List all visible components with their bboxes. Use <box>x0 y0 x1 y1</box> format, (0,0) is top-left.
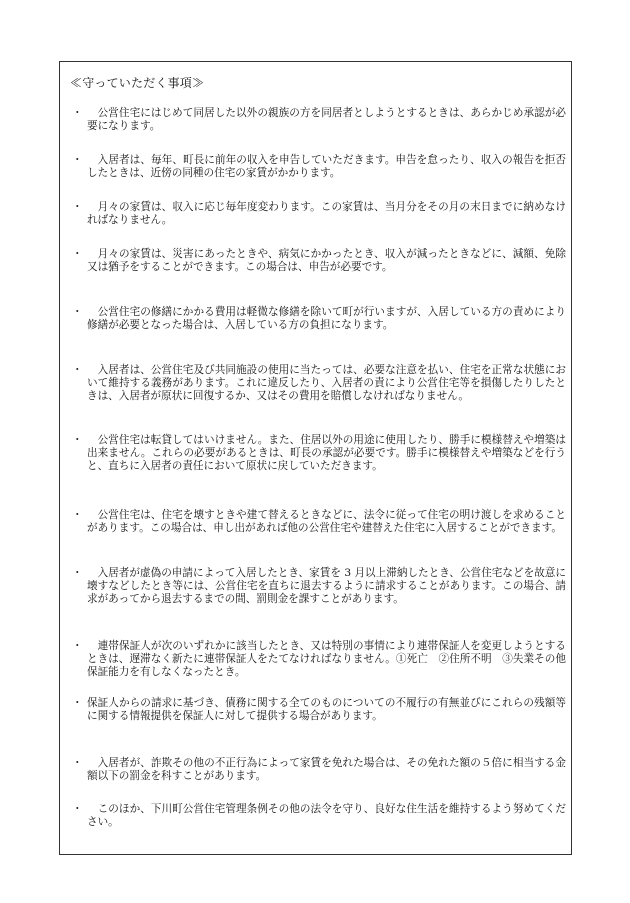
rule-item <box>72 107 566 133</box>
rule-item <box>72 697 566 723</box>
rule-text: 公営住宅にはじめて同居した以外の親族の方を同居者としようとするときは、あらかじめ承認が必要になります。 <box>87 107 566 132</box>
rule-item <box>72 248 566 274</box>
bullet-icon: ・ <box>72 509 83 521</box>
bullet-icon: ・ <box>72 640 83 652</box>
rule-item <box>72 567 566 606</box>
bullet-icon: ・ <box>72 434 83 446</box>
rule-text: 公営住宅は、住宅を壊すときや建て替えるときなどに、法令に従って住宅の明け渡しを求めることがあります。この場合は、申し出があれば他の公営住宅や建替えた住宅に入居することができます。 <box>87 509 566 534</box>
bullet-icon: ・ <box>72 757 83 769</box>
rule-text: 公営住宅は転貸してはいけません。また、住居以外の用途に使用したり、勝手に模様替えや増築は出来ません。これらの必要があるときは、町長の承認が必要です。勝手に模様替えや増築などを行うと、直ちに入居者の責任において原状に戻していただきます。 <box>87 434 566 472</box>
rule-item <box>72 306 566 332</box>
rule-item <box>72 364 566 403</box>
rule-item <box>72 434 566 473</box>
rule-text: 入居者が、詐欺その他の不正行為によって家賃を免れた場合は、その免れた額の５倍に相当する金額以下の罰金を科すことがあります。 <box>87 757 566 782</box>
rule-text: 入居者が虚偽の申請によって入居したとき、家賃を 3 月以上滞納したとき、公営住宅などを故意に壊すなどしたとき等には、公営住宅を直ちに退去するように請求することがあります。この場合、請求があってから退去するまでの間、罰則金を課すことがあります。 <box>87 567 566 605</box>
notice-heading: ≪守っていただく事項≫ <box>70 76 205 90</box>
rule-text: 入居者は、公営住宅及び共同施設の使用に当たっては、必要な注意を払い、住宅を正常な状態において維持する義務があります。これに違反したり、入居者の責により公営住宅等を損傷したりしたときは、入居者が原状に回復するか、又はその費用を賠償しなければなりません。 <box>87 364 566 402</box>
rule-text: このほか、下川町公営住宅管理条例その他の法令を守り、良好な住生活を維持するよう努めてください。 <box>87 803 566 828</box>
rule-text: 連帯保証人が次のいずれかに該当したとき、又は特別の事情により連帯保証人を変更しようとするときは、遅滞なく新たに連帯保証人をたてなければなりません。①死亡 ②住所不明 ③失業その他保証能力を有しなくなったとき。 <box>87 640 566 678</box>
bullet-icon: ・ <box>72 248 83 260</box>
rule-text: 公営住宅の修繕にかかる費用は軽微な修繕を除いて町が行いますが、入居している方の責めにより修繕が必要となった場合は、入居している方の負担になります。 <box>87 306 566 331</box>
rule-item <box>72 803 566 829</box>
bullet-icon: ・ <box>72 201 83 213</box>
rule-item <box>72 154 566 180</box>
rule-item <box>72 201 566 227</box>
rule-item <box>72 757 566 783</box>
bullet-icon: ・ <box>72 364 83 376</box>
bullet-icon: ・ <box>72 154 83 166</box>
bullet-icon: ・ <box>72 697 83 709</box>
bullet-icon: ・ <box>72 306 83 318</box>
bullet-icon: ・ <box>72 567 83 579</box>
rule-text: 入居者は、毎年、町長に前年の収入を申告していただきます。申告を怠ったり、収入の報告を拒否したときは、近傍の同種の住宅の家賃がかかります。 <box>87 154 566 179</box>
rule-text: 月々の家賃は、災害にあったときや、病気にかかったとき、収入が減ったときなどに、減額、免除又は猶予をすることができます。この場合は、申告が必要です。 <box>87 248 566 273</box>
rule-item <box>72 509 566 535</box>
bullet-icon: ・ <box>72 107 83 119</box>
rule-item <box>72 640 566 679</box>
bullet-icon: ・ <box>72 803 83 815</box>
rule-text: 月々の家賃は、収入に応じ毎年度変わります。この家賃は、当月分をその月の末日までに納めなければなりません。 <box>87 201 566 226</box>
rule-text: 保証人からの請求に基づき、債務に関する全てのものについての不履行の有無並びにこれらの残額等に関する情報提供を保証人に対して提供する場合があります。 <box>87 697 566 722</box>
